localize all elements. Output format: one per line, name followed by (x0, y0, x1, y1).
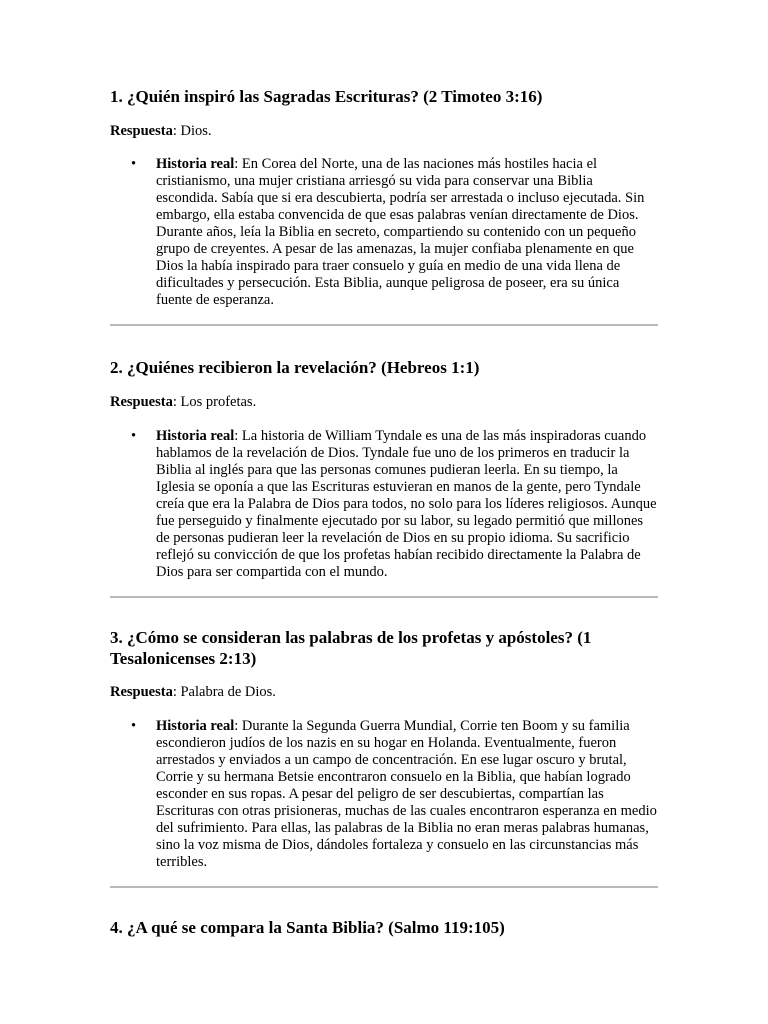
answer-3 (110, 684, 658, 701)
question-4-title: 4. ¿A qué se compara la Santa Biblia? (Salmo 119:105) (110, 918, 505, 937)
story-2-label: Historia real (156, 428, 235, 444)
question-1-title: 1. ¿Quién inspiró las Sagradas Escrituras? (2 Timoteo 3:16) (110, 87, 543, 106)
story-item-3 (110, 718, 658, 871)
answer-1 (110, 123, 658, 140)
bullet-icon: • (131, 428, 137, 444)
question-2-title: 2. ¿Quiénes recibieron la revelación? (Hebreos 1:1) (110, 358, 480, 377)
section-4 (110, 888, 658, 938)
bullet-icon: • (131, 156, 137, 172)
answer-2-label: Respuesta (110, 394, 173, 410)
section-3 (110, 598, 658, 888)
story-list-3 (110, 718, 658, 871)
bullet-icon: • (131, 718, 137, 734)
story-2-text: : La historia de William Tyndale es una de las más inspiradoras cuando hablamos de la revelación de Dios. Tyndale fue uno de los primeros en traducir la Biblia al inglés para que las personas comunes pudieran leerla. En su tiempo, la Iglesia se oponía a que las Escrituras estuvieran en manos de la gente, pero Tyndale creía que era la Palabra de Dios para todos, no solo para los líderes religiosos. Aunque fue perseguido y finalmente ejecutado por su labor, su legado permitió que millones de personas pudieran leer la revelación de Dios en su propio idioma. Su sacrificio reflejó su convicción de que los profetas habían recibido directamente la Palabra de Dios para ser compartida con el mundo. (156, 428, 657, 580)
answer-1-label: Respuesta (110, 123, 173, 139)
story-1-text: : En Corea del Norte, una de las naciones más hostiles hacia el cristianismo, una mujer cristiana arriesgó su vida para conservar una Biblia escondida. Sabía que si era descubierta, podría ser arrestada o incluso ejecutada. Sin embargo, ella estaba convencida de que esas palabras venían directamente de Dios. Durante años, leía la Biblia en secreto, compartiendo su contenido con un pequeño grupo de creyentes. A pesar de las amenazas, la mujer confiaba plenamente en que Dios la había inspirado para traer consuelo y guía en medio de una vida llena de dificultades y persecución. Esta Biblia, aunque peligrosa de poseer, era su única fuente de esperanza. (156, 156, 645, 308)
answer-3-text: : Palabra de Dios. (172, 684, 276, 700)
story-list-1 (110, 156, 658, 309)
section-1 (110, 0, 658, 326)
answer-1-text: : Dios. (172, 123, 212, 139)
answer-3-label: Respuesta (110, 684, 173, 700)
story-item-1 (110, 156, 658, 309)
story-list-2 (110, 428, 658, 581)
answer-2-text: : Los profetas. (172, 394, 257, 410)
story-3-text: : Durante la Segunda Guerra Mundial, Corrie ten Boom y su familia escondieron judíos de los nazis en su hogar en Holanda. Eventualmente, fueron arrestados y enviados a un campo de concentración. En ese lugar oscuro y brutal, Corrie y su hermana Betsie encontraron consuelo en la Biblia, que habían logrado esconder en sus ropas. A pesar del peligro de ser descubiertas, compartían las Escrituras con otras prisioneras, muchas de las cuales encontraron esperanza en medio del sufrimiento. Para ellas, las palabras de la Biblia no eran meras palabras humanas, sino la voz misma de Dios, dándoles fortaleza y consuelo en las circunstancias más terribles. (156, 718, 657, 870)
story-3-label: Historia real (156, 718, 235, 734)
story-item-2 (110, 428, 658, 581)
question-3-title: 3. ¿Cómo se consideran las palabras de los profetas y apóstoles? (1 Tesalonicenses 2:13) (110, 628, 592, 668)
section-2 (110, 326, 658, 598)
answer-2 (110, 394, 658, 411)
story-1-label: Historia real (156, 156, 235, 172)
